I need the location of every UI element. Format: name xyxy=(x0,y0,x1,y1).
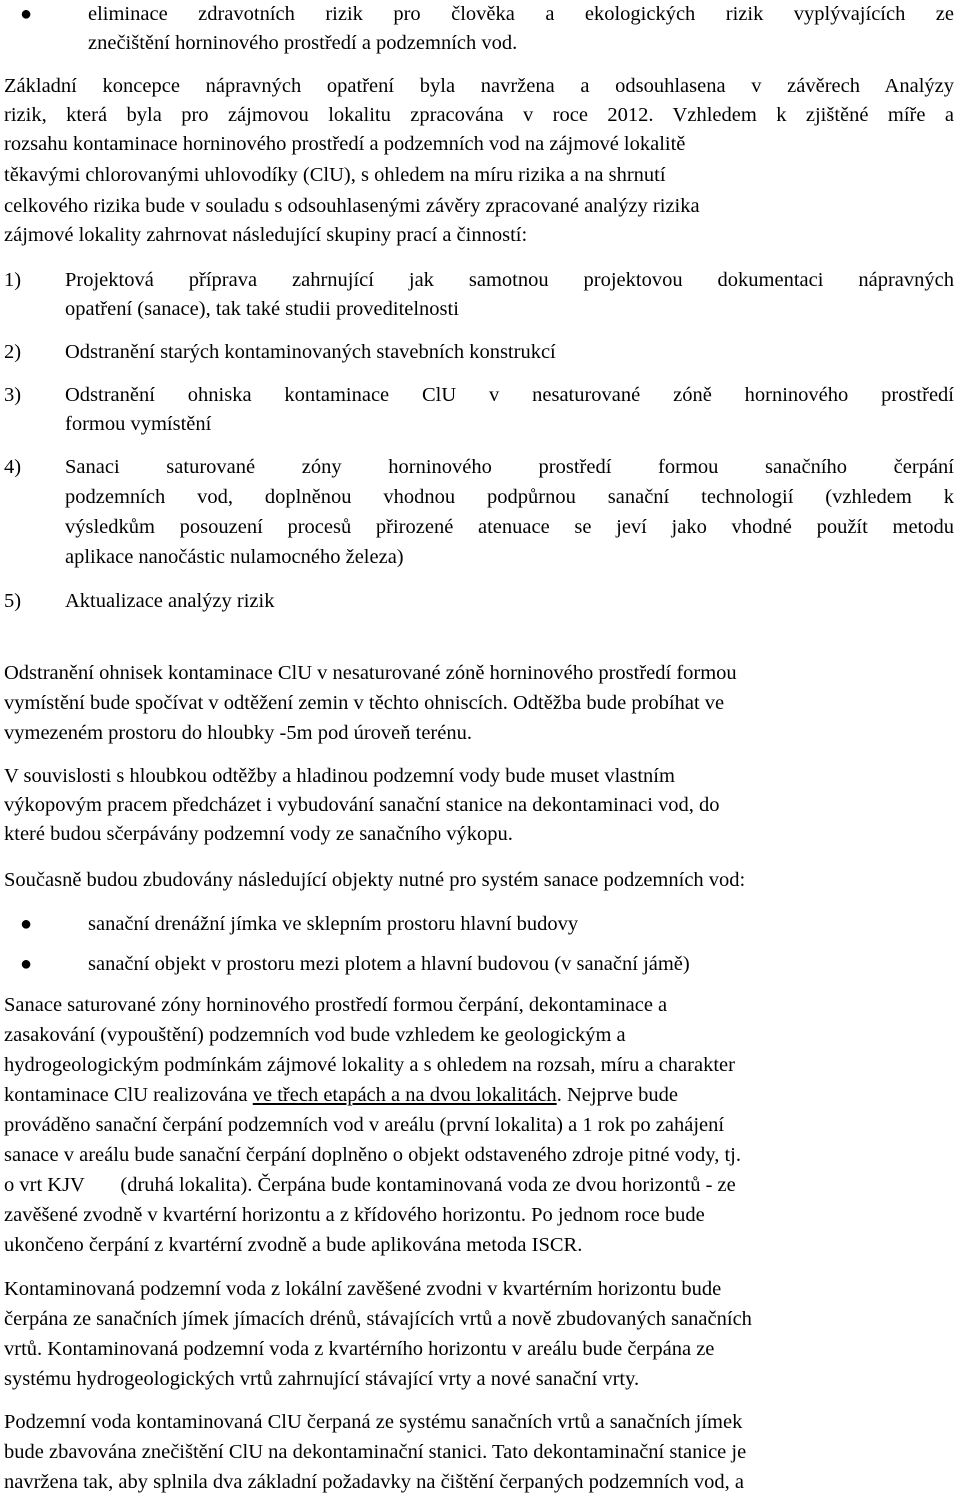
intro-line-3: rozsahu kontaminace horninového prostředí a podzemních vod na zájmové lokalitě xyxy=(4,133,686,155)
para-kontaminovana-line-3: vrtů. Kontaminovaná podzemní voda z kvartérního horizontu v areálu bude čerpána ze xyxy=(4,1338,715,1360)
para-sanace-line-8: zavěšené zvodně v kvartérní horizontu a z křídového horizontu. Po jednom roce bude xyxy=(4,1204,705,1226)
para-podzemni-line-1: Podzemní voda kontaminovaná ClU čerpaná ze systému sanačních vrtů a sanačních jímek xyxy=(4,1411,743,1433)
para-sanace-line-1: Sanace saturované zóny horninového prostředí formou čerpání, dekontaminace a xyxy=(4,994,668,1016)
para-souvislost-line-1: V souvislosti s hloubkou odtěžby a hladinou podzemní vody bude muset vlastním xyxy=(4,765,675,787)
numbered-item-3-num: 3) xyxy=(4,384,22,406)
intro-line-4: těkavými chlorovanými uhlovodíky (ClU), s ohledem na míru rizika a na shrnutí xyxy=(4,164,666,186)
numbered-item-2-num: 2) xyxy=(4,341,22,363)
object-bullet-1: sanační drenážní jímka ve sklepním prostoru hlavní budovy xyxy=(88,913,579,935)
bullet-dot: ● xyxy=(20,953,33,975)
object-bullet-2: sanační objekt v prostoru mezi plotem a hlavní budovou (v sanační jámě) xyxy=(88,953,690,975)
para-sanace-line-3: hydrogeologickým podmínkám zájmové lokality a s ohledem na rozsah, míru a charakter xyxy=(4,1054,735,1076)
para-odstraneni-line-2: vymístění bude spočívat v odtěžení zemin v těchto ohniscích. Odtěžba bude probíhat ve xyxy=(4,692,725,714)
numbered-item-4-num: 4) xyxy=(4,456,22,478)
numbered-item-4-line-1: Sanaci saturované zóny horninového prostředí formou sanačního čerpání xyxy=(65,456,954,478)
intro-line-2: rizik, která byla pro zájmovou lokalitu zpracována v roce 2012. Vzhledem k zjištěné míře a xyxy=(4,104,954,126)
para-podzemni-line-3: navržena tak, aby splnila dva základní požadavky na čištění čerpaných podzemních vod, a xyxy=(4,1471,744,1493)
numbered-item-1-line-2: opatření (sanace), tak také studii proveditelnosti xyxy=(65,298,459,320)
numbered-item-4-line-3: výsledkům posouzení procesů přirozené atenuace se jeví jako vhodné použít metodu xyxy=(65,516,954,538)
para-sanace-line-4 xyxy=(4,1081,954,1110)
numbered-item-5-line-1: Aktualizace analýzy rizik xyxy=(65,590,275,612)
para-sanace-line-2: zasakování (vypouštění) podzemních vod bude vzhledem ke geologickým a xyxy=(4,1024,626,1046)
para-sanace-line-7: o vrt KJV (druhá lokalita). Čerpána bude kontaminovaná voda ze dvou horizontů - ze xyxy=(4,1174,736,1196)
intro-line-5: celkového rizika bude v souladu s odsouhlasenými závěry zpracované analýzy rizika xyxy=(4,195,700,217)
numbered-item-1-line-1: Projektová příprava zahrnující jak samotnou projektovou dokumentaci nápravných xyxy=(65,269,954,291)
numbered-item-5-num: 5) xyxy=(4,590,22,612)
para-sanace-line-4-pre: kontaminace ClU realizována xyxy=(4,1084,253,1106)
bullet-top-line-1: eliminace zdravotních rizik pro člověka a ekologických rizik vyplývajících ze xyxy=(88,3,954,25)
para-odstraneni-line-1: Odstranění ohnisek kontaminace ClU v nesaturované zóně horninového prostředí formou xyxy=(4,662,737,684)
numbered-item-3-line-1: Odstranění ohniska kontaminace ClU v nesaturované zóně horninového prostředí xyxy=(65,384,954,406)
intro-line-6: zájmové lokality zahrnovat následující skupiny prací a činností: xyxy=(4,224,528,246)
para-soucasne: Současně budou zbudovány následující objekty nutné pro systém sanace podzemních vod: xyxy=(4,869,746,891)
intro-line-1: Základní koncepce nápravných opatření byla navržena a odsouhlasena v závěrech Analýzy xyxy=(4,75,954,97)
para-sanace-line-9: ukončeno čerpání z kvartérní zvodně a bude aplikována metoda ISCR. xyxy=(4,1234,583,1256)
bullet-top-line-2: znečištění horninového prostředí a podzemních vod. xyxy=(88,32,518,54)
bullet-dot: ● xyxy=(20,913,33,935)
numbered-item-3-line-2: formou vymístění xyxy=(65,413,212,435)
para-kontaminovana-line-1: Kontaminovaná podzemní voda z lokální zavěšené zvodni v kvartérním horizontu bude xyxy=(4,1278,722,1300)
para-sanace-line-6: sanace v areálu bude sanační čerpání doplněno o objekt odstaveného zdroje pitné vody, tj. xyxy=(4,1144,741,1166)
para-podzemni-line-2: bude zbavována znečištění ClU na dekontaminační stanici. Tato dekontaminační stanice je xyxy=(4,1441,747,1463)
para-sanace-line-5: prováděno sanační čerpání podzemních vod v areálu (první lokalita) a 1 rok po zahájení xyxy=(4,1114,725,1136)
para-sanace-line-4-post: . Nejprve bude xyxy=(556,1084,678,1106)
numbered-item-4-line-2: podzemních vod, doplněnou vhodnou podpůrnou sanační technologií (vzhledem k xyxy=(65,486,954,508)
para-kontaminovana-line-2: čerpána ze sanačních jímek jímacích drénů, stávajících vrtů a nově zbudovaných sanačních xyxy=(4,1308,752,1330)
para-souvislost-line-3: které budou sčerpávány podzemní vody ze sanačního výkopu. xyxy=(4,823,513,845)
underlined-phrase: ve třech etapách a na dvou lokalitách xyxy=(252,1084,557,1106)
para-souvislost-line-2: výkopovým pracem předcházet i vybudování sanační stanice na dekontaminaci vod, do xyxy=(4,794,720,816)
numbered-item-2-line-1: Odstranění starých kontaminovaných stavebních konstrukcí xyxy=(65,341,556,363)
numbered-item-4-line-4: aplikace nanočástic nulamocného železa) xyxy=(65,546,404,568)
bullet-dot: ● xyxy=(20,3,33,25)
para-kontaminovana-line-4: systému hydrogeologických vrtů zahrnující stávající vrty a nové sanační vrty. xyxy=(4,1368,640,1390)
para-odstraneni-line-3: vymezeném prostoru do hloubky -5m pod úroveň terénu. xyxy=(4,722,472,744)
numbered-item-1-num: 1) xyxy=(4,269,22,291)
